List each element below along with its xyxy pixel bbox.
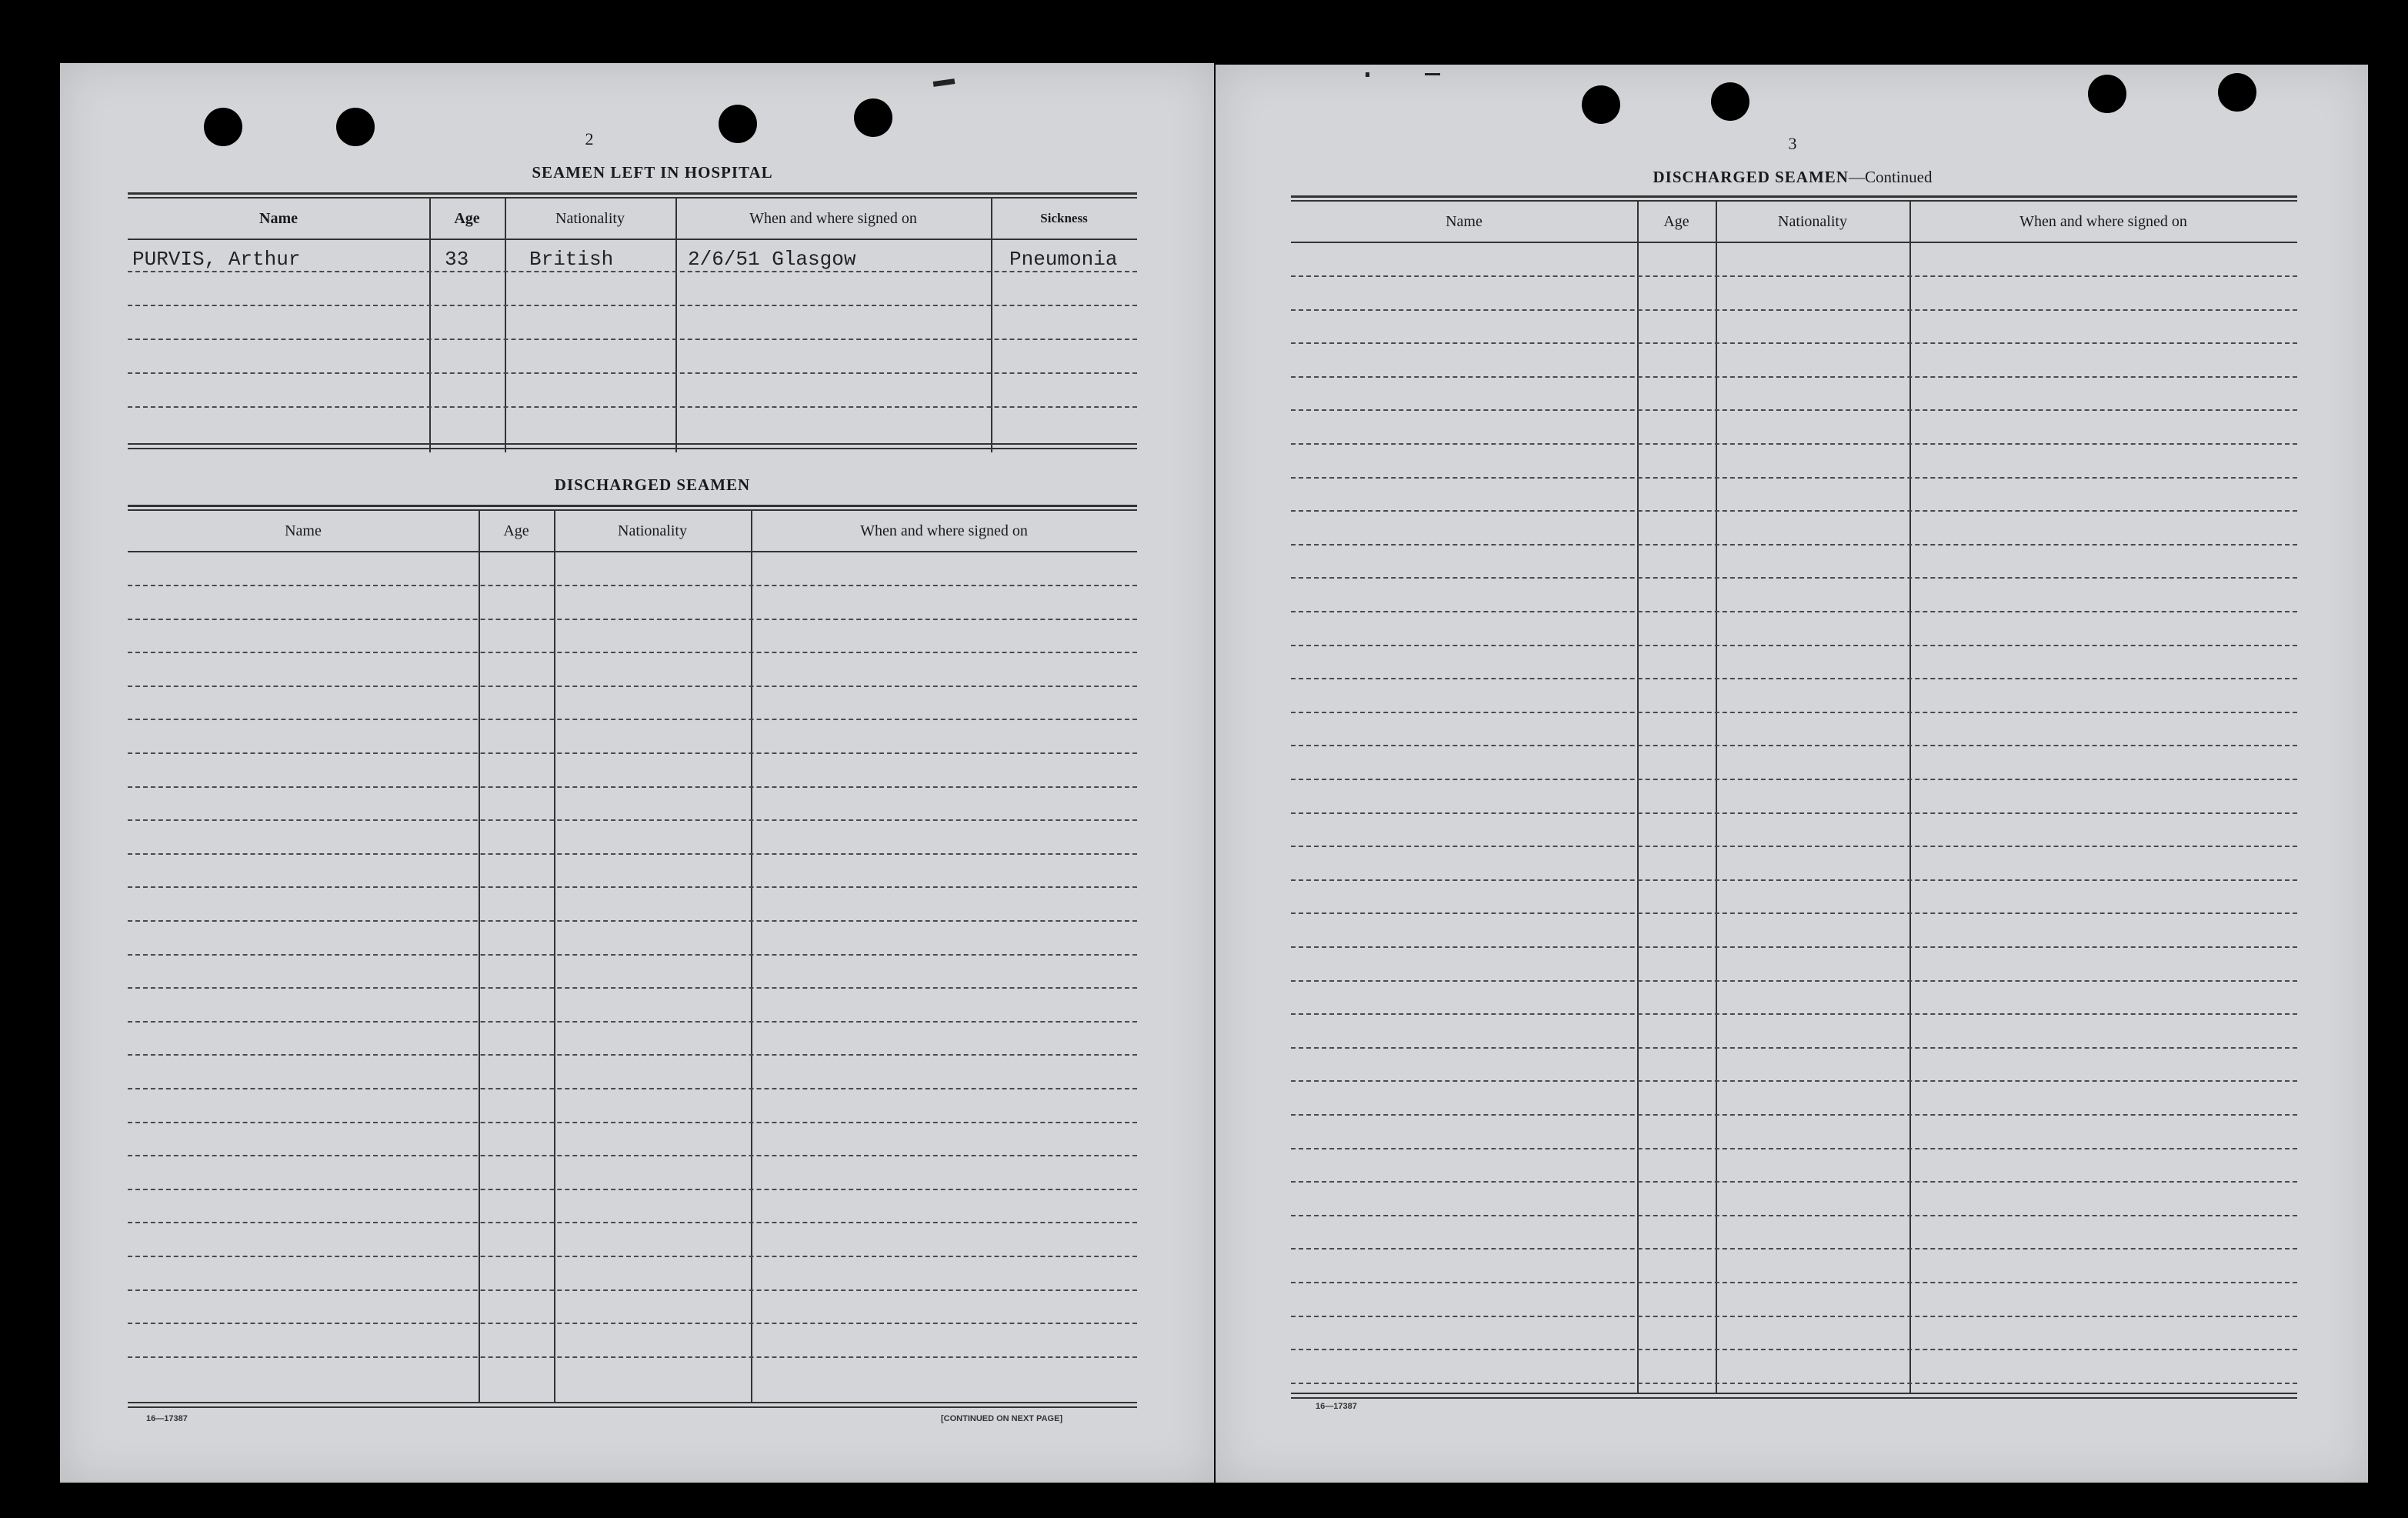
- page-number: 2: [585, 129, 594, 148]
- table-row: [1291, 678, 2297, 679]
- table-row: [1291, 846, 2297, 847]
- column-header-name: Name: [1446, 213, 1482, 230]
- table-row: [1291, 879, 2297, 881]
- column-header-name: Name: [285, 522, 322, 539]
- hospital-row-signed-on: 2/6/51 Glasgow: [688, 248, 856, 271]
- table-row: [128, 1289, 1137, 1291]
- table-row: [128, 1054, 1137, 1056]
- table-row: [128, 1021, 1137, 1023]
- table-row: [1291, 443, 2297, 445]
- column-header-signed-on: When and where signed on: [749, 210, 917, 227]
- column-header-nationality: Nationality: [618, 522, 687, 539]
- column-header-nationality: Nationality: [1778, 213, 1847, 230]
- hospital-row-name: PURVIS, Arthur: [132, 248, 301, 271]
- hospital-row-sickness: Pneumonia: [1009, 248, 1118, 271]
- hospital-row-age: 33: [445, 248, 469, 271]
- table-row: [1291, 577, 2297, 579]
- discharged-section-title: DISCHARGED SEAMEN: [554, 475, 751, 494]
- table-row: [128, 1356, 1137, 1358]
- hospital-section-title: SEAMEN LEFT IN HOSPITAL: [532, 163, 773, 182]
- table-row: [128, 585, 1137, 586]
- table-row: [1291, 1349, 2297, 1350]
- column-header-age: Age: [503, 522, 529, 539]
- column-header-signed-on: When and where signed on: [2019, 213, 2187, 230]
- table-row: [128, 853, 1137, 855]
- table-row: [1291, 1282, 2297, 1283]
- table-row: [1291, 477, 2297, 479]
- discharged-continued-header: [1291, 202, 2297, 243]
- table-row: [1291, 1215, 2297, 1216]
- table-row: [128, 752, 1137, 754]
- continued-note: [CONTINUED ON NEXT PAGE]: [941, 1414, 1063, 1423]
- table-row: [128, 619, 1137, 620]
- table-row: [1291, 712, 2297, 713]
- table-row: [128, 686, 1137, 687]
- table-row: [1291, 342, 2297, 344]
- table-row: [1291, 745, 2297, 746]
- table-row: [128, 652, 1137, 653]
- column-header-sickness: Sickness: [1040, 211, 1088, 225]
- table-row: [128, 1155, 1137, 1156]
- table-row: [1291, 1114, 2297, 1116]
- ink-mark: [1425, 73, 1440, 75]
- table-row: [128, 1256, 1137, 1257]
- column-header-name: Name: [259, 210, 298, 227]
- punch-hole: [1711, 82, 1749, 121]
- table-row: [1291, 946, 2297, 948]
- ink-mark: [1366, 72, 1369, 77]
- title-continued: —Continued: [1848, 168, 1933, 186]
- table-row: [1291, 1316, 2297, 1317]
- column-header-age: Age: [454, 210, 480, 227]
- table-row: [128, 886, 1137, 888]
- table-row: [1291, 1248, 2297, 1249]
- punch-hole: [336, 108, 375, 146]
- form-number: 16—17387: [1316, 1402, 1357, 1411]
- table-row: [1291, 544, 2297, 545]
- table-row: [128, 1222, 1137, 1223]
- discharged-table: [128, 505, 1137, 1413]
- table-row: [128, 1189, 1137, 1190]
- table-row: [128, 1122, 1137, 1123]
- column-header-age: Age: [1663, 213, 1689, 230]
- title-main: DISCHARGED SEAMEN: [1653, 168, 1849, 186]
- table-row: [1291, 1383, 2297, 1384]
- discharged-continued-table: [1291, 195, 2297, 1403]
- table-row: [128, 987, 1137, 989]
- table-row: [128, 920, 1137, 922]
- table-row: [1291, 275, 2297, 277]
- table-row: [1291, 912, 2297, 914]
- table-row: [1291, 645, 2297, 646]
- table-row: [1291, 1013, 2297, 1015]
- punch-hole: [2088, 75, 2126, 113]
- punch-hole: [854, 98, 892, 137]
- table-row: [1291, 1047, 2297, 1049]
- table-row: [128, 719, 1137, 720]
- table-row: [1291, 1148, 2297, 1149]
- table-row: [1291, 779, 2297, 780]
- punch-hole: [1582, 85, 1620, 124]
- table-row: [1291, 812, 2297, 814]
- column-header-nationality: Nationality: [555, 210, 625, 227]
- table-row: [1291, 980, 2297, 982]
- discharged-continued-title: [1600, 168, 1985, 187]
- hospital-row-nationality: British: [529, 248, 614, 271]
- punch-hole: [719, 105, 757, 143]
- table-row: [1291, 1080, 2297, 1082]
- punch-hole: [204, 108, 242, 146]
- form-number: 16—17387: [146, 1414, 188, 1423]
- discharged-table-header: [128, 511, 1137, 552]
- page-number: 3: [1788, 134, 1797, 153]
- left-page: [60, 63, 1214, 1483]
- ink-mark: [933, 78, 956, 87]
- table-row: [128, 786, 1137, 788]
- hospital-table-header: [128, 199, 1137, 240]
- table-row: [128, 819, 1137, 821]
- table-row: [1291, 309, 2297, 311]
- table-row: [128, 1088, 1137, 1089]
- table-row: [1291, 611, 2297, 612]
- hospital-table: [128, 192, 1137, 522]
- column-header-signed-on: When and where signed on: [860, 522, 1028, 539]
- table-row: [1291, 510, 2297, 512]
- right-page: [1216, 65, 2368, 1483]
- table-row: [128, 1323, 1137, 1324]
- table-row: [1291, 409, 2297, 411]
- punch-hole: [2218, 73, 2256, 112]
- table-row: [1291, 1181, 2297, 1183]
- table-row: [1291, 376, 2297, 378]
- table-row: [128, 954, 1137, 956]
